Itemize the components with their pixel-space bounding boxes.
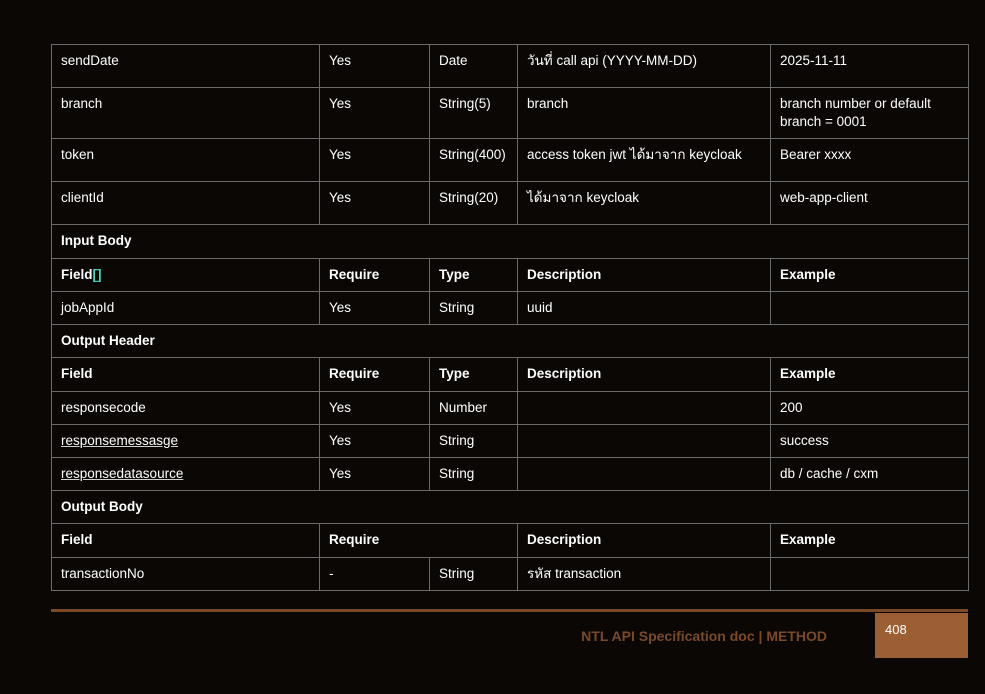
cell-require: -	[320, 557, 430, 590]
cell-field: jobAppId	[52, 291, 320, 324]
table-row	[52, 139, 969, 182]
cell-type: Number	[430, 391, 518, 424]
column-header-example: Example	[771, 524, 969, 557]
cell-type: String	[430, 557, 518, 590]
cell-description	[518, 424, 771, 457]
cell-example: Bearer xxxx	[771, 139, 969, 182]
column-header-require: Require	[320, 358, 430, 391]
cell-description: branch	[518, 88, 771, 139]
cell-description: วันที่ call api (YYYY-MM-DD)	[518, 45, 771, 88]
cell-example	[771, 291, 969, 324]
table-row	[52, 424, 969, 457]
cell-field: transactionNo	[52, 557, 320, 590]
section-banner-input-body	[52, 225, 969, 258]
cell-type: String	[430, 424, 518, 457]
page-footer	[51, 613, 968, 658]
section-title: Input Body	[52, 225, 969, 258]
cell-require: Yes	[320, 424, 430, 457]
cell-example-text: db / cache / cxm	[780, 465, 879, 481]
column-header-type: Type	[430, 358, 518, 391]
table-row	[52, 557, 969, 590]
cell-example	[771, 557, 969, 590]
cell-require: Yes	[320, 391, 430, 424]
table-header-row	[52, 358, 969, 391]
section-banner-output-body	[52, 491, 969, 524]
table-row	[52, 391, 969, 424]
page-number: 408	[885, 622, 907, 637]
column-header-field-suffix: []	[92, 266, 102, 282]
cell-field	[52, 457, 320, 490]
cell-type: String	[430, 457, 518, 490]
cell-description: access token jwt ได้มาจาก keycloak	[518, 139, 771, 182]
column-header-description: Description	[518, 358, 771, 391]
cell-require: Yes	[320, 45, 430, 88]
cell-example: success	[771, 424, 969, 457]
cell-example: web-app-client	[771, 182, 969, 225]
cell-description	[518, 457, 771, 490]
column-header-field	[52, 258, 320, 291]
cell-example	[771, 457, 969, 490]
cell-field: branch	[52, 88, 320, 139]
cell-require: Yes	[320, 291, 430, 324]
footer-divider	[51, 609, 968, 612]
table-row	[52, 182, 969, 225]
cell-field: sendDate	[52, 45, 320, 88]
column-header-require: Require	[320, 524, 518, 557]
column-header-description: Description	[518, 524, 771, 557]
cell-require: Yes	[320, 457, 430, 490]
cell-require: Yes	[320, 88, 430, 139]
cell-require: Yes	[320, 139, 430, 182]
cell-type: String(20)	[430, 182, 518, 225]
column-header-field: Field	[52, 524, 320, 557]
column-header-field-label: Field	[61, 266, 93, 282]
cell-field-text: responsedatasource	[61, 465, 184, 481]
section-title: Output Body	[52, 491, 969, 524]
cell-description: uuid	[518, 291, 771, 324]
cell-field: responsecode	[52, 391, 320, 424]
cell-field: token	[52, 139, 320, 182]
cell-description: รหัส transaction	[518, 557, 771, 590]
input-header-table	[51, 44, 969, 591]
column-header-type: Type	[430, 258, 518, 291]
column-header-field: Field	[52, 358, 320, 391]
table-row	[52, 45, 969, 88]
cell-field-text: responsemessasge	[61, 432, 179, 448]
table-row	[52, 88, 969, 139]
column-header-example: Example	[771, 258, 969, 291]
cell-type: Date	[430, 45, 518, 88]
footer-title: NTL API Specification doc | METHOD	[581, 628, 827, 644]
table-row	[52, 457, 969, 490]
cell-example: 200	[771, 391, 969, 424]
page-number-box	[875, 613, 968, 658]
api-spec-tables	[51, 44, 968, 591]
cell-description: ได้มาจาก keycloak	[518, 182, 771, 225]
column-header-description: Description	[518, 258, 771, 291]
cell-description	[518, 391, 771, 424]
table-header-row	[52, 524, 969, 557]
section-banner-output-header	[52, 325, 969, 358]
cell-type: String(400)	[430, 139, 518, 182]
table-header-row	[52, 258, 969, 291]
cell-field: clientId	[52, 182, 320, 225]
cell-example: 2025-11-11	[771, 45, 969, 88]
table-row	[52, 291, 969, 324]
cell-example: branch number or default branch = 0001	[771, 88, 969, 139]
cell-type: String	[430, 291, 518, 324]
column-header-example: Example	[771, 358, 969, 391]
cell-require: Yes	[320, 182, 430, 225]
column-header-require: Require	[320, 258, 430, 291]
cell-field	[52, 424, 320, 457]
cell-type: String(5)	[430, 88, 518, 139]
section-title: Output Header	[52, 325, 969, 358]
